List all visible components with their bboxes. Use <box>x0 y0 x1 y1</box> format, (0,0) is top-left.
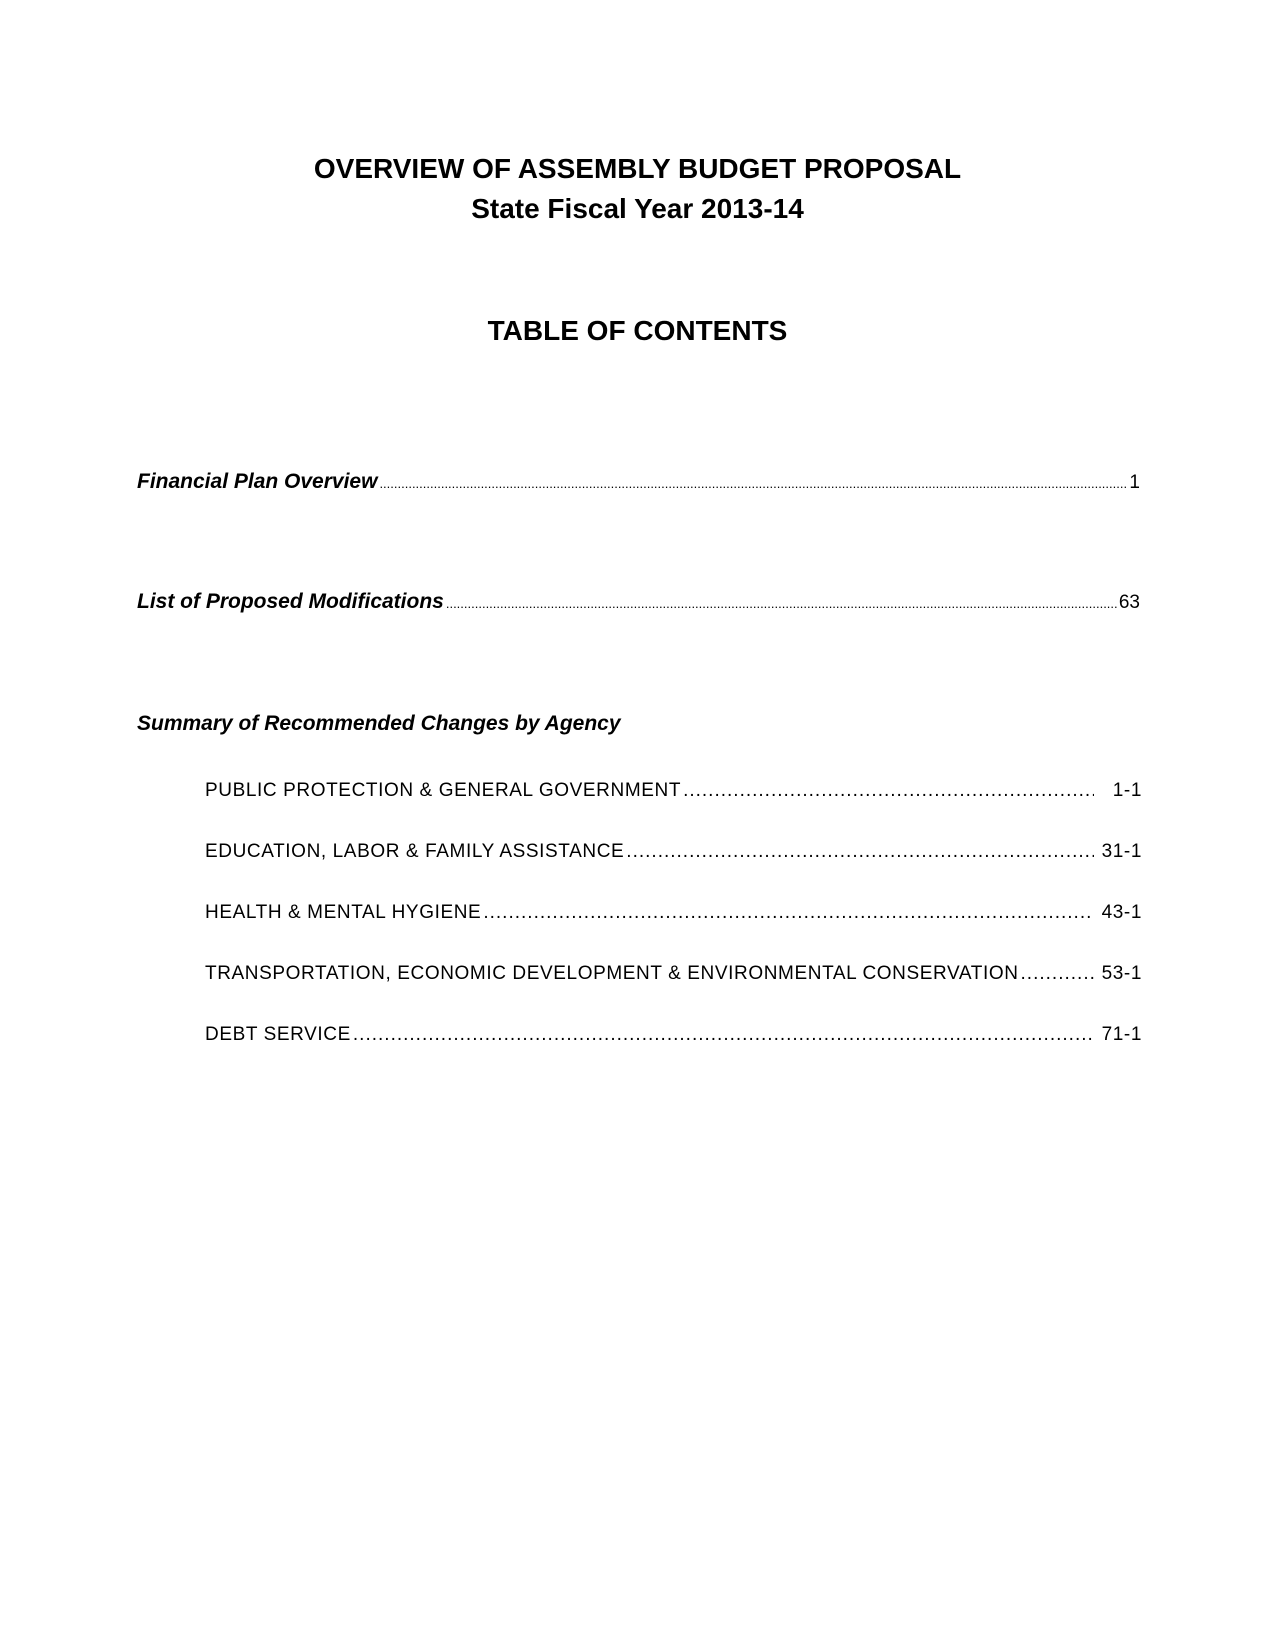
toc-subentry-education-labor[interactable] <box>205 841 1142 863</box>
toc-subentry-label: DEBT SERVICE <box>205 1024 351 1045</box>
toc-subentry-page-number: 53-1 <box>1101 963 1142 984</box>
dot-leader <box>353 1024 1094 1046</box>
toc-entry-page-number: 1 <box>1129 472 1140 493</box>
toc-subentry-page-number: 1-1 <box>1112 780 1142 801</box>
toc-subentry-label: TRANSPORTATION, ECONOMIC DEVELOPMENT & ENVIRONMENTAL CONSERVATION <box>205 963 1019 984</box>
toc-entry-page-number: 63 <box>1118 592 1140 613</box>
document-title: OVERVIEW OF ASSEMBLY BUDGET PROPOSAL <box>313 153 962 184</box>
dot-leader <box>446 596 1117 611</box>
toc-subentry-page-number: 71-1 <box>1101 1024 1142 1045</box>
toc-subentry-label: PUBLIC PROTECTION & GENERAL GOVERNMENT <box>205 780 682 801</box>
dot-leader <box>379 476 1127 491</box>
toc-entry-financial-plan-overview[interactable] <box>137 470 1140 494</box>
toc-subentry-page-number: 43-1 <box>1101 902 1142 923</box>
toc-section-heading: Summary of Recommended Changes by Agency <box>137 712 621 735</box>
toc-subentry-transportation[interactable] <box>205 963 1142 985</box>
toc-heading: TABLE OF CONTENTS <box>487 315 788 346</box>
toc-entry-label: List of Proposed Modifications <box>137 590 444 613</box>
toc-subentry-debt-service[interactable] <box>205 1024 1142 1046</box>
dot-leader <box>683 780 1094 802</box>
toc-subentry-page-number: 31-1 <box>1101 841 1142 862</box>
dot-leader <box>626 841 1094 863</box>
toc-entry-list-of-proposed-modifications[interactable] <box>137 590 1140 614</box>
dot-leader <box>1021 963 1094 985</box>
document-subtitle: State Fiscal Year 2013-14 <box>471 193 804 224</box>
toc-entry-label: Financial Plan Overview <box>137 470 378 493</box>
toc-subentry-label: EDUCATION, LABOR & FAMILY ASSISTANCE <box>205 841 625 862</box>
toc-subentry-public-protection[interactable] <box>205 780 1142 802</box>
toc-subentry-health-mental-hygiene[interactable] <box>205 902 1142 924</box>
dot-leader <box>483 902 1094 924</box>
toc-subentry-label: HEALTH & MENTAL HYGIENE <box>205 902 482 923</box>
